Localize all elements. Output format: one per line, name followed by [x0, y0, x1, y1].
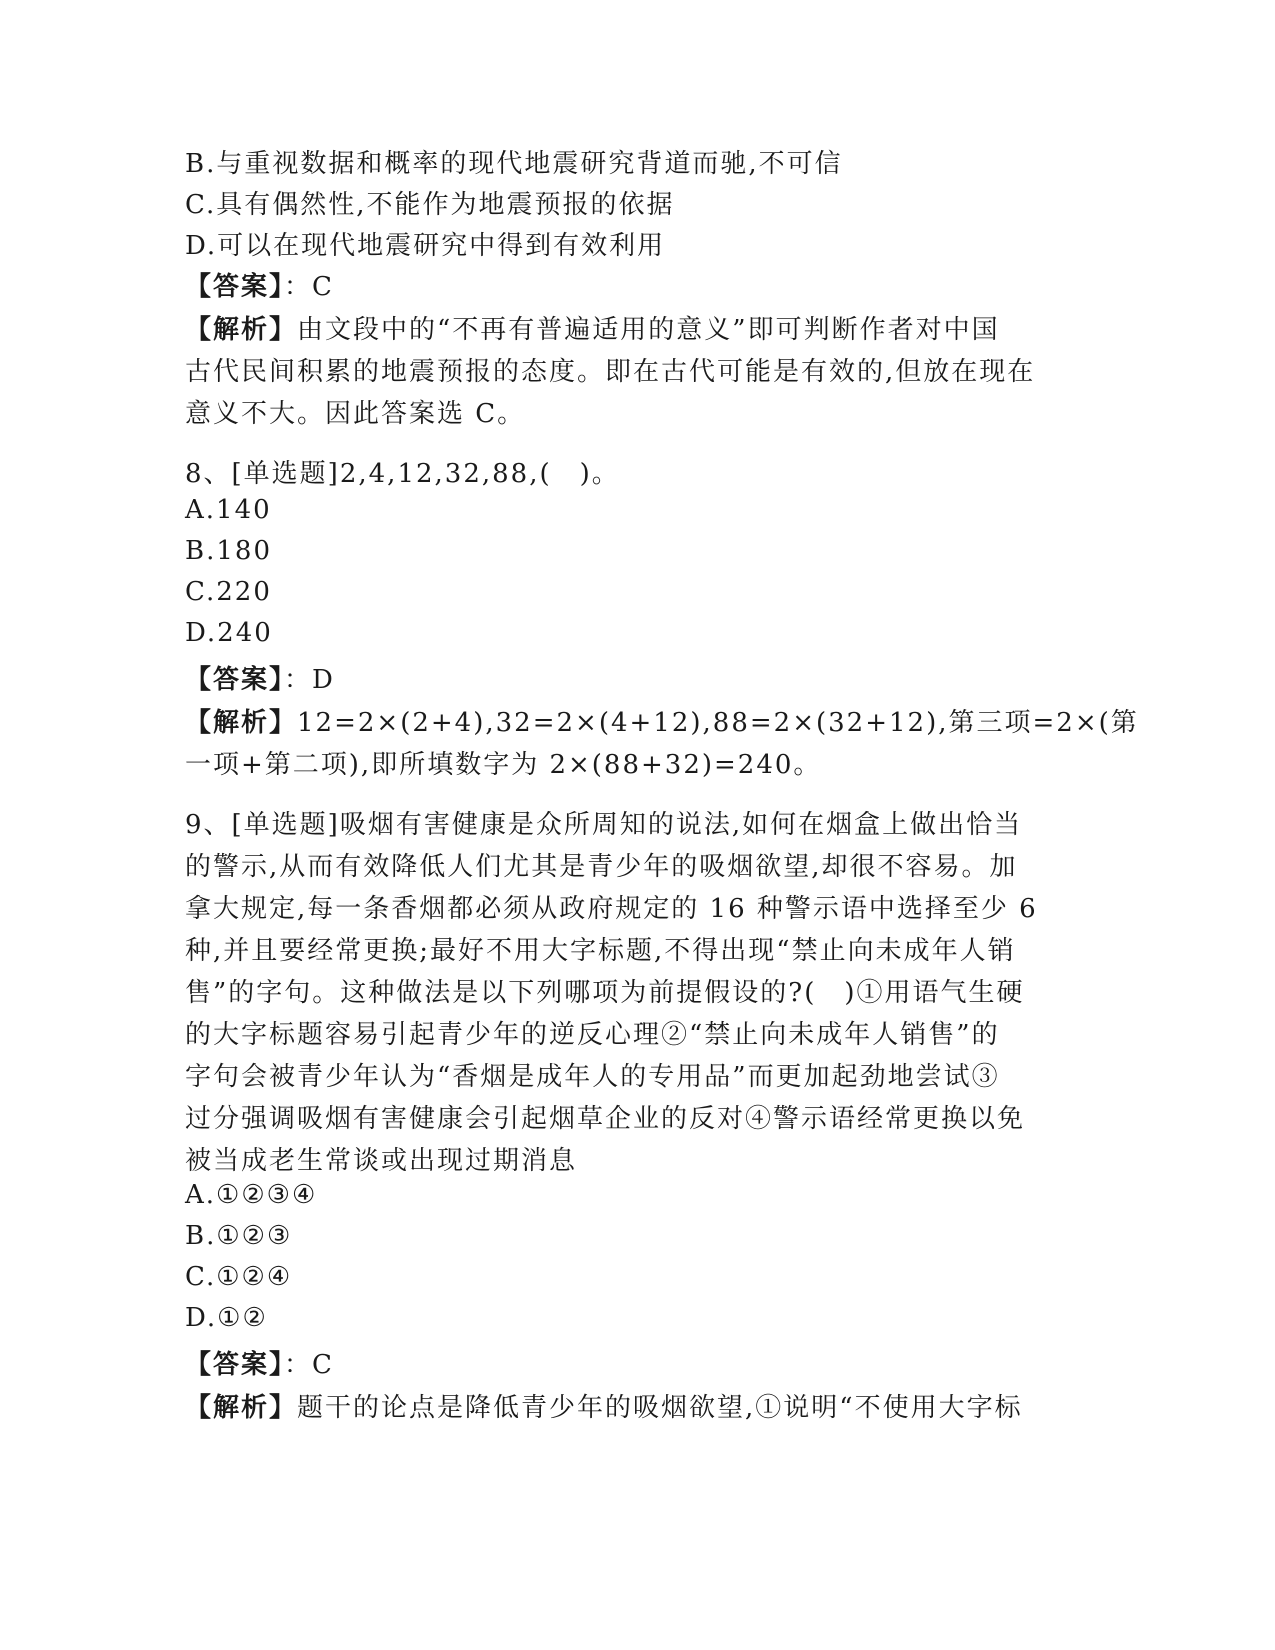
q7-option-d: D.可以在现代地震研究中得到有效利用	[185, 231, 666, 261]
q7-option-c: C.具有偶然性,不能作为地震预报的依据	[185, 190, 675, 220]
q9-stem-line-1: 9、[单选题]吸烟有害健康是众所周知的说法,如何在烟盒上做出恰当	[185, 810, 1023, 840]
answer-label: 【答案】	[185, 1350, 285, 1380]
q7-analysis-line-3: 意义不大。因此答案选 C。	[185, 399, 526, 429]
q9-analysis-line-1	[185, 1387, 1023, 1424]
q8-option-a: A.140	[185, 495, 272, 525]
answer-value: ：C	[284, 1350, 334, 1380]
analysis-text: 12=2×(2+4),32=2×(4+12),88=2×(32+12),第三项=2×(第	[297, 708, 1139, 738]
answer-label: 【答案】	[185, 665, 285, 695]
q8-option-b: B.180	[185, 536, 272, 566]
answer-label: 【答案】	[185, 272, 285, 302]
q9-option-b: B.①②③	[185, 1221, 293, 1251]
q8-stem: 8、[单选题]2,4,12,32,88,( )。	[185, 459, 620, 489]
analysis-label: 【解析】	[185, 1393, 298, 1423]
analysis-label: 【解析】	[185, 315, 298, 345]
q8-option-c: C.220	[185, 577, 272, 607]
q9-option-d: D.①②	[185, 1303, 268, 1333]
q9-option-a: A.①②③④	[185, 1180, 318, 1210]
q9-answer	[185, 1344, 334, 1381]
q9-option-c: C.①②④	[185, 1262, 293, 1292]
answer-value: ：D	[284, 665, 335, 695]
q7-analysis-line-2: 古代民间积累的地震预报的态度。即在古代可能是有效的,但放在现在	[185, 357, 1036, 387]
q9-stem-line-2: 的警示,从而有效降低人们尤其是青少年的吸烟欲望,却很不容易。加	[185, 852, 1018, 882]
analysis-label: 【解析】	[185, 708, 298, 738]
answer-value: ：C	[284, 272, 334, 302]
q7-analysis-line-1	[185, 309, 1000, 346]
q9-stem-line-7: 字句会被青少年认为“香烟是成年人的专用品”而更加起劲地尝试③	[185, 1062, 1000, 1092]
q8-option-d: D.240	[185, 618, 273, 648]
q9-stem-line-9: 被当成老生常谈或出现过期消息	[185, 1146, 578, 1176]
analysis-text: 题干的论点是降低青少年的吸烟欲望,①说明“不使用大字标	[297, 1393, 1023, 1423]
analysis-text: 由文段中的“不再有普遍适用的意义”即可判断作者对中国	[297, 315, 1000, 345]
q9-stem-line-8: 过分强调吸烟有害健康会引起烟草企业的反对④警示语经常更换以免	[185, 1104, 1026, 1134]
q8-analysis-line-2: 一项+第二项),即所填数字为 2×(88+32)=240。	[185, 750, 822, 780]
q8-answer	[185, 659, 335, 696]
q7-answer	[185, 266, 334, 303]
q9-stem-line-3: 拿大规定,每一条香烟都必须从政府规定的 16 种警示语中选择至少 6	[185, 894, 1038, 924]
q9-stem-line-4: 种,并且要经常更换;最好不用大字标题,不得出现“禁止向未成年人销	[185, 936, 1016, 966]
q7-option-b: B.与重视数据和概率的现代地震研究背道而驰,不可信	[185, 149, 843, 179]
q8-analysis-line-1	[185, 702, 1139, 739]
q9-stem-line-6: 的大字标题容易引起青少年的逆反心理②“禁止向未成年人销售”的	[185, 1020, 1000, 1050]
q9-stem-line-5: 售”的字句。这种做法是以下列哪项为前提假设的?( )①用语气生硬	[185, 978, 1025, 1008]
